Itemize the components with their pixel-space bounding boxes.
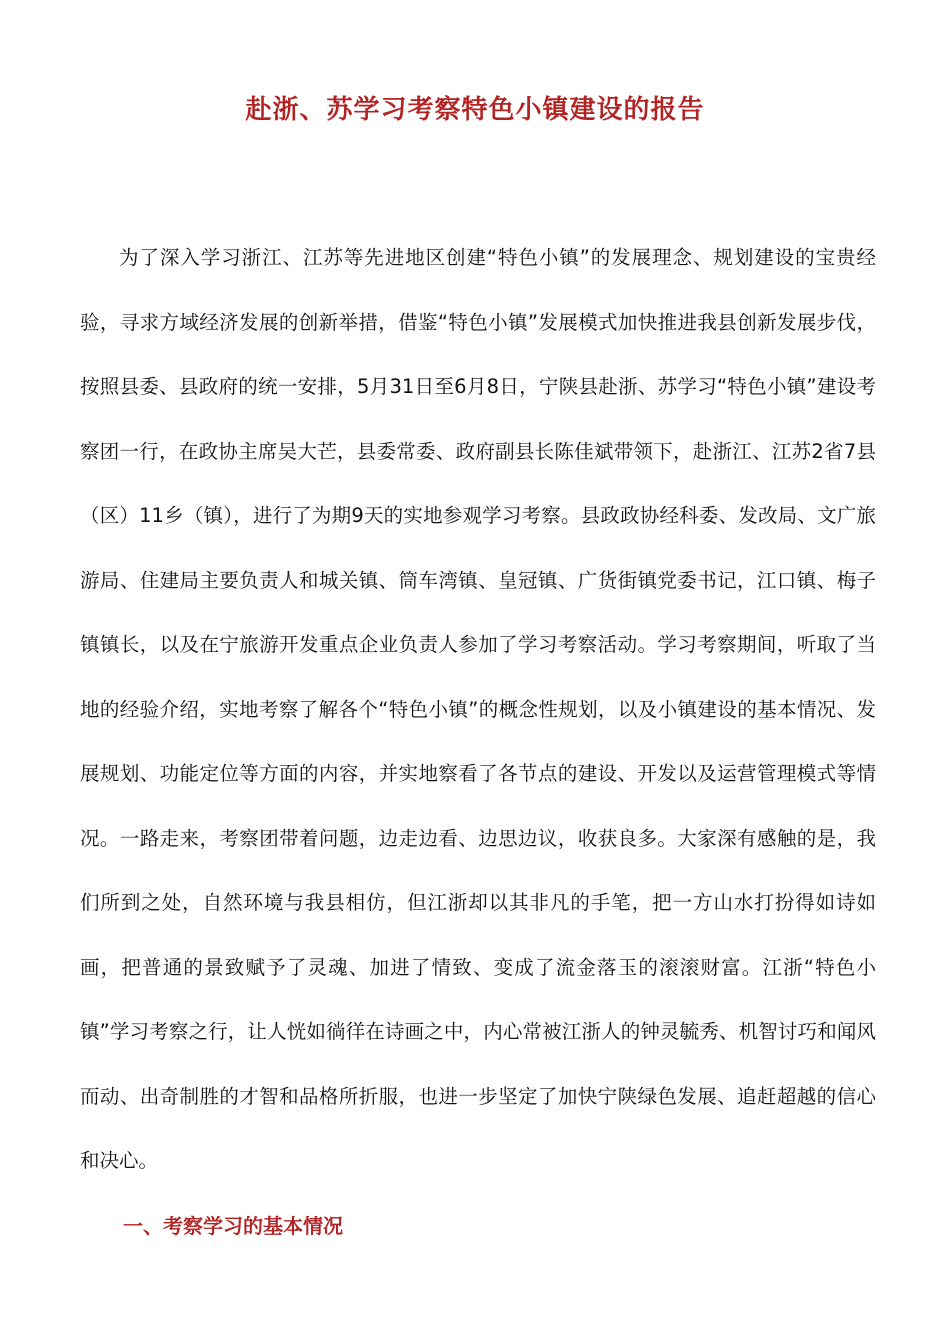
intro-paragraph: 为了深入学习浙江、江苏等先进地区创建“特色小镇”的发展理念、规划建设的宝贵经验，寻求方域经济发展的创新举措，借鉴“特色小镇”发展模式加快推进我县创新发展步伐，按照县委、县政府的统一安排，5月31日至6月8日，宁陕县赴浙、苏学习“特色小镇”建设考察团一行，在政协主席吴大芒，县委常委、政府副县长陈佳斌带领下，赴浙江、江苏2省7县（区）11乡（镇），进行了为期9天的实地参观学习考察。县政政协经科委、发改局、文广旅游局、住建局主要负责人和城关镇、筒车湾镇、皇冠镇、广货街镇党委书记，江口镇、梅子镇镇长，以及在宁旅游开发重点企业负责人参加了学习考察活动。学习考察期间，听取了当地的经验介绍，实地考察了解各个“特色小镇”的概念性规划，以及小镇建设的基本情况、发展规划、功能定位等方面的内容，并实地察看了各节点的建设、开发以及运营管理模式等情况。一路走来，考察团带着问题，边走边看、边思边议，收获良多。大家深有感触的是，我们所到之处，自然环境与我县相仿，但江浙却以其非凡的手笔，把一方山水打扮得如诗如画，把普通的景致赋予了灵魂、加进了情致、变成了流金落玉的滚滚财富。江浙“特色小镇”学习考察之行，让人恍如徜徉在诗画之中，内心常被江浙人的钟灵毓秀、机智讨巧和闻风而动、出奇制胜的才智和品格所折服，也进一步坚定了加快宁陕绿色发展、追赶超越的信心和决心。: [80, 246, 876, 1172]
section-heading: 一、考察学习的基本情况: [123, 1214, 343, 1238]
document-title: 赴浙、苏学习考察特色小镇建设的报告: [245, 95, 705, 125]
